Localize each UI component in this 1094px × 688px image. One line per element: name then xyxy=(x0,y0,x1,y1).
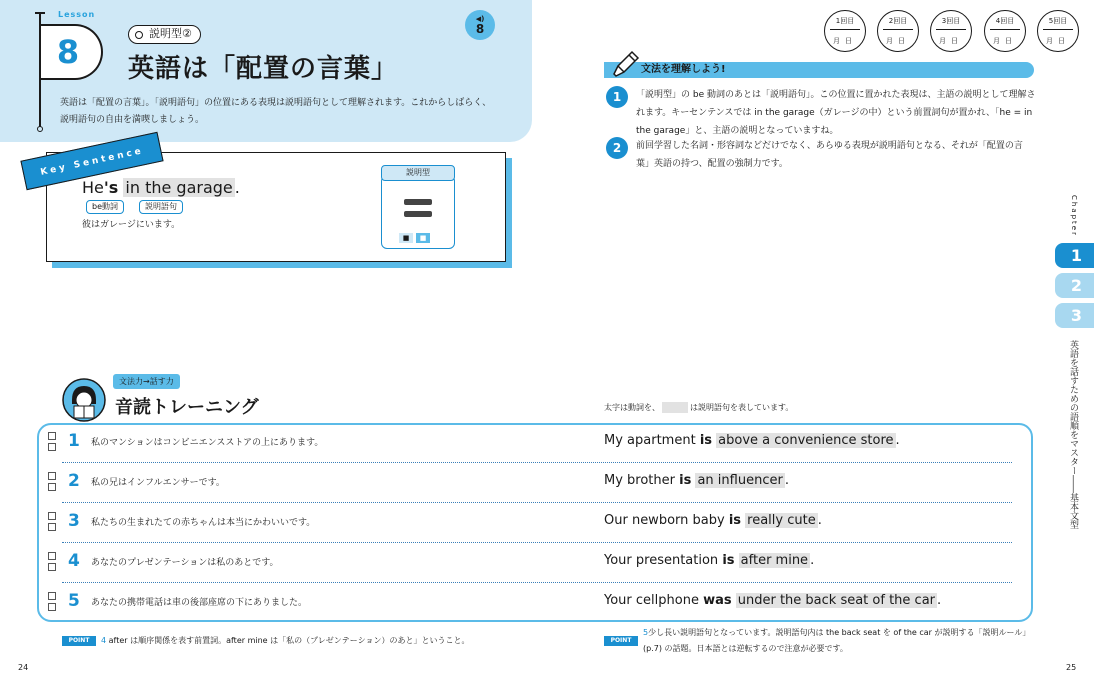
verb-mini-icon: ■ xyxy=(416,233,430,243)
en-period: . xyxy=(817,513,822,528)
grammar-point-text: 「説明型」の be 動詞のあとは「説明語句」。この位置に置かれた表現は、主語の説明として理解されます。キーセンテンスでは in the garage（ガレージの中）という前置詞句が置かれ、「he = in the garage」と、主語の説明となっていますね。 xyxy=(636,90,1036,136)
en-verb: is xyxy=(722,553,735,568)
checkbox-group[interactable] xyxy=(48,472,56,494)
row-english xyxy=(604,473,789,488)
checkbox[interactable] xyxy=(48,603,56,611)
row-number: 3 xyxy=(68,511,80,531)
schedule-round: 4回目 xyxy=(990,16,1020,30)
en-period: . xyxy=(895,433,900,448)
audio-icon: ◀) xyxy=(475,15,485,23)
grammar-point-number: 2 xyxy=(606,137,628,159)
footnote-right xyxy=(643,625,1035,657)
key-translation: 彼はガレージにいます。 xyxy=(82,220,181,230)
checkbox[interactable] xyxy=(48,443,56,451)
legend-highlight-swatch xyxy=(662,402,688,413)
checkbox-group[interactable] xyxy=(48,552,56,574)
schedule-circle[interactable] xyxy=(984,10,1026,52)
schedule-round: 1回目 xyxy=(830,16,860,30)
table-row xyxy=(38,583,1032,623)
schedule-date: 月日 xyxy=(993,37,1017,45)
checkbox-group[interactable] xyxy=(48,512,56,534)
grammar-point-text: 前回学習した名詞・形容詞などだけでなく、あらゆる表現が説明語句となる、それが「配置の言葉」英語の持つ、配置の強制力です。 xyxy=(636,141,1023,169)
training-badge: 文法力→話す力 xyxy=(113,374,180,389)
schedule-round: 3回目 xyxy=(936,16,966,30)
checkbox[interactable] xyxy=(48,523,56,531)
row-number: 5 xyxy=(68,591,80,611)
chapter-tab-1[interactable]: 1 xyxy=(1055,243,1094,268)
lesson-label: Lesson xyxy=(58,10,96,19)
schedule-circle[interactable] xyxy=(824,10,866,52)
en-subject: My apartment xyxy=(604,433,700,448)
checkbox-group[interactable] xyxy=(48,432,56,454)
row-japanese: 私の兄はインフルエンサーです。 xyxy=(91,478,225,488)
en-period: . xyxy=(937,593,942,608)
key-verb: 's xyxy=(103,178,119,197)
lesson-number: 8 xyxy=(56,33,80,71)
en-verb: was xyxy=(703,593,732,608)
row-english xyxy=(604,513,822,528)
training-legend xyxy=(604,402,793,413)
schedule-round: 2回目 xyxy=(883,16,913,30)
page-number-left: 24 xyxy=(18,663,29,672)
key-sentence xyxy=(82,178,240,197)
checkbox[interactable] xyxy=(48,483,56,491)
pencil-icon xyxy=(610,50,640,78)
row-english xyxy=(604,593,941,608)
chapter-title-vertical: 英語を話すための語順をマスター――基本文型 xyxy=(1068,340,1078,529)
checkbox[interactable] xyxy=(48,512,56,520)
key-subject: He xyxy=(82,178,104,197)
row-english xyxy=(604,553,814,568)
lesson-line-end xyxy=(37,126,43,132)
en-verb: is xyxy=(728,513,742,528)
footnote-number: 5 xyxy=(643,628,649,637)
footnote-text: after は順序関係を表す前置詞。after mine は「私の（プレゼンテーション）のあと」ということ。 xyxy=(108,636,470,645)
row-japanese: 私たちの生まれたての赤ちゃんは本当にかわいいです。 xyxy=(91,518,316,528)
en-phrase: an influencer xyxy=(697,473,783,488)
legend-text-pre: 太字は動詞を、 xyxy=(604,403,660,412)
key-phrase: in the garage xyxy=(125,178,233,197)
checkbox[interactable] xyxy=(48,552,56,560)
schedule-date: 月日 xyxy=(939,37,963,45)
chapter-tab-2[interactable]: 2 xyxy=(1055,273,1094,298)
grammar-title: 文法を理解しよう! xyxy=(641,64,726,75)
footnote-number: 4 xyxy=(101,636,107,645)
en-subject: My brother xyxy=(604,473,680,488)
schedule-circle[interactable] xyxy=(1037,10,1079,52)
table-row xyxy=(38,423,1032,463)
footnote-text: 少し長い説明語句となっています。説明語句内は the back seat を of the car が説明する「説明ルール」(p.7) の話題。日本語とは逆転するので注意が必要です。 xyxy=(643,628,1031,653)
schedule-date: 月日 xyxy=(1046,37,1070,45)
schedule-date: 月日 xyxy=(886,37,910,45)
row-number: 4 xyxy=(68,551,80,571)
en-phrase: after mine xyxy=(740,553,809,568)
row-number: 1 xyxy=(68,431,80,451)
en-period: . xyxy=(810,553,815,568)
table-row xyxy=(38,463,1032,503)
row-english xyxy=(604,433,900,448)
schedule-circle[interactable] xyxy=(930,10,972,52)
schedule-date: 月日 xyxy=(833,37,857,45)
table-row xyxy=(38,543,1032,583)
row-japanese: あなたのプレゼンテーションは私のあとです。 xyxy=(91,558,279,568)
sentence-type-badge: 説明型② xyxy=(128,25,201,44)
subject-mini-icon: ■ xyxy=(399,233,413,243)
audio-track-badge[interactable] xyxy=(465,10,495,40)
footnote-left xyxy=(101,633,541,649)
en-phrase: under the back seat of the car xyxy=(737,593,936,608)
chapter-tab-3[interactable]: 3 xyxy=(1055,303,1094,328)
en-subject: Our newborn baby xyxy=(604,513,729,528)
checkbox-group[interactable] xyxy=(48,592,56,614)
row-japanese: あなたの携帯電話は車の後部座席の下にありました。 xyxy=(91,598,308,608)
tag-be-verb: be動詞 xyxy=(86,200,124,214)
legend-text-post: は説明語句を表しています。 xyxy=(690,403,794,412)
diagram-mini-icons xyxy=(399,233,433,243)
page-number-right: 25 xyxy=(1066,663,1077,672)
en-phrase: above a convenience store xyxy=(718,433,894,448)
point-badge: POINT xyxy=(604,636,638,646)
checkbox[interactable] xyxy=(48,563,56,571)
row-japanese: 私のマンションはコンビニエンスストアの上にあります。 xyxy=(91,438,324,448)
en-verb: is xyxy=(699,433,713,448)
row-number: 2 xyxy=(68,471,80,491)
en-verb: is xyxy=(679,473,692,488)
type-diagram-label: 説明型 xyxy=(381,165,455,181)
point-badge: POINT xyxy=(62,636,96,646)
key-sentence-ribbon: Key Sentence xyxy=(20,132,163,190)
key-period: . xyxy=(234,178,240,197)
lesson-description: 英語は「配置の言葉」。「説明語句」の位置にある表現は説明語句として理解されます。これからしばらく、説明語句の自由を満喫しましょう。 xyxy=(60,98,492,125)
equal-sign-icon xyxy=(404,199,432,217)
table-row xyxy=(38,503,1032,543)
reader-avatar-icon xyxy=(62,378,106,422)
chapter-label: Chapter xyxy=(1070,195,1078,237)
checkbox[interactable] xyxy=(48,432,56,440)
tag-explanatory-phrase: 説明語句 xyxy=(139,200,183,214)
schedule-circle[interactable] xyxy=(877,10,919,52)
lesson-title: 英語は「配置の言葉」 xyxy=(128,54,399,84)
checkbox[interactable] xyxy=(48,472,56,480)
schedule-round: 5回目 xyxy=(1043,16,1073,30)
checkbox[interactable] xyxy=(48,592,56,600)
en-subject: Your presentation xyxy=(604,553,723,568)
en-phrase: really cute xyxy=(747,513,816,528)
grammar-point-number: 1 xyxy=(606,86,628,108)
audio-track-number: 8 xyxy=(475,22,485,36)
en-period: . xyxy=(784,473,789,488)
training-title: 音読トレーニング xyxy=(115,397,259,418)
en-subject: Your cellphone xyxy=(604,593,704,608)
